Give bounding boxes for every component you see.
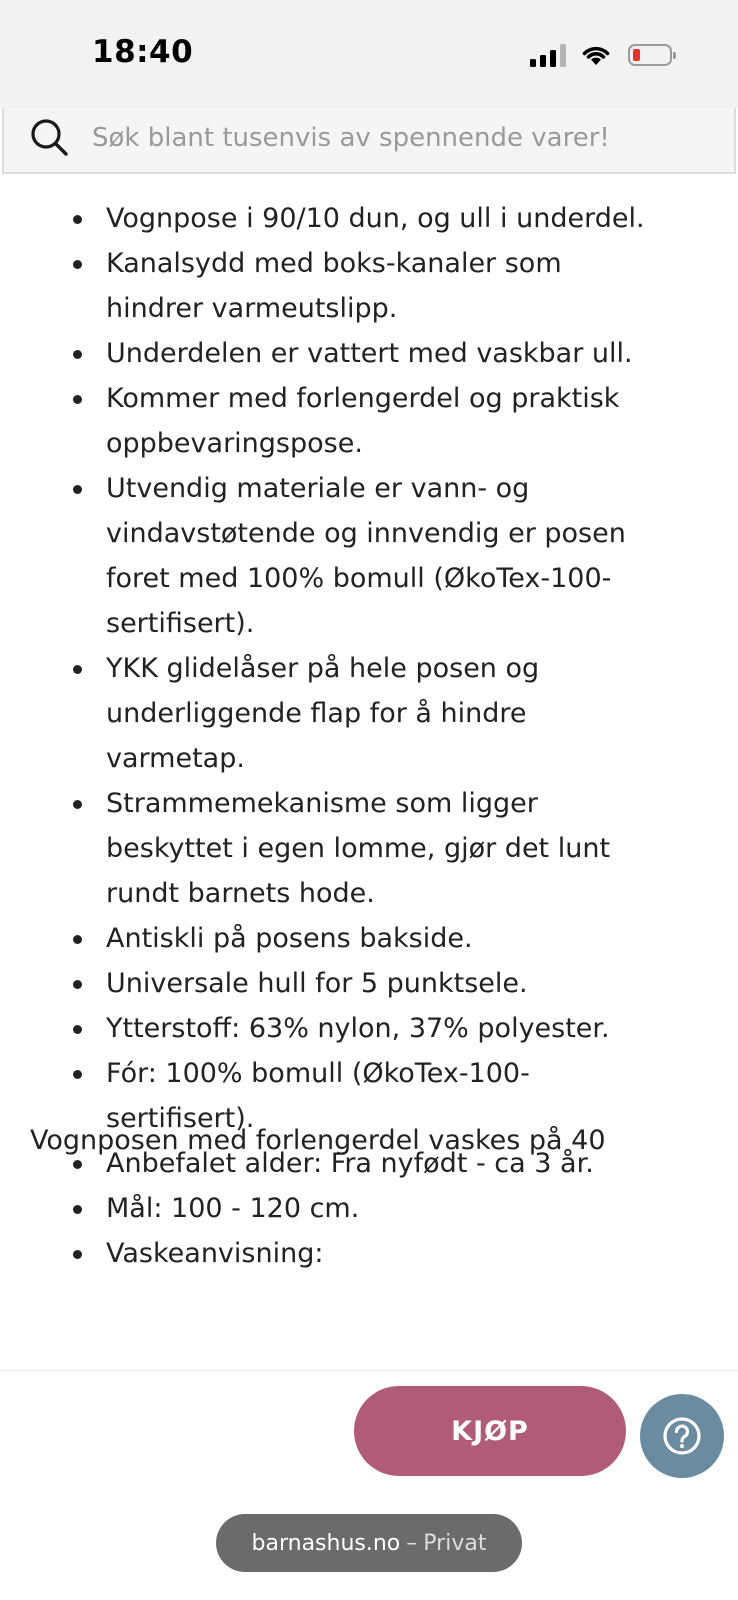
private-mode-label: Privat xyxy=(423,1530,487,1556)
feature-line: rundt barnets hode. xyxy=(106,878,375,909)
url-separator: – xyxy=(406,1530,418,1556)
feature-line: Utvendig materiale er vann- og xyxy=(106,473,530,504)
search-icon[interactable] xyxy=(28,116,72,160)
feature-list-item xyxy=(70,196,718,241)
product-details xyxy=(0,196,738,1276)
feature-line: Antiskli på posens bakside. xyxy=(106,923,473,954)
status-time: 18:40 xyxy=(92,34,194,70)
feature-line: Kommer med forlengerdel og praktisk xyxy=(106,383,620,414)
feature-list-item xyxy=(70,466,718,646)
browser-url-pill[interactable] xyxy=(216,1514,522,1572)
feature-line: varmetap. xyxy=(106,743,245,774)
feature-line: Kanalsydd med boks-kanaler som xyxy=(106,248,562,279)
feature-list-item xyxy=(70,331,718,376)
feature-list-item xyxy=(70,1006,718,1051)
feature-line: beskyttet i egen lomme, gjør det lunt xyxy=(106,833,611,864)
feature-line: Universale hull for 5 punktsele. xyxy=(106,968,528,999)
feature-line: Vaskeanvisning: xyxy=(106,1238,324,1269)
feature-list-item xyxy=(70,241,718,331)
buy-button[interactable]: KJØP xyxy=(354,1386,626,1476)
feature-line: sertifisert). xyxy=(106,608,255,639)
feature-line: YKK glidelåser på hele posen og xyxy=(106,653,540,684)
feature-line: Mål: 100 - 120 cm. xyxy=(106,1193,360,1224)
search-input[interactable] xyxy=(92,116,712,160)
wifi-icon xyxy=(580,43,612,67)
url-domain: barnashus.no xyxy=(251,1530,401,1556)
feature-line: oppbevaringspose. xyxy=(106,428,363,459)
feature-line: Underdelen er vattert med vaskbar ull. xyxy=(106,338,633,369)
feature-list-item xyxy=(70,916,718,961)
status-bar xyxy=(0,0,738,108)
feature-line: Ytterstoff: 63% nylon, 37% polyester. xyxy=(106,1013,610,1044)
wash-instructions-text: Vognposen med forlengerdel vaskes på 40 xyxy=(30,1125,606,1156)
cellular-signal-icon xyxy=(530,43,566,67)
feature-list-item xyxy=(70,1186,718,1231)
feature-list-item xyxy=(70,961,718,1006)
feature-line: Vognpose i 90/10 dun, og ull i underdel. xyxy=(106,203,645,234)
search-bar xyxy=(2,108,736,174)
feature-line: hindrer varmeutslipp. xyxy=(106,293,398,324)
feature-line: Fór: 100% bomull (ØkoTex-100- xyxy=(106,1058,530,1089)
help-button[interactable] xyxy=(640,1394,724,1478)
feature-line: sertifisert). xyxy=(106,1103,255,1134)
feature-line: vindavstøtende og innvendig er posen xyxy=(106,518,626,549)
feature-line: underliggende flap for å hindre xyxy=(106,698,527,729)
feature-list-item xyxy=(70,646,718,781)
feature-line: Anbefalet alder: Fra nyfødt - ca 3 år. xyxy=(106,1148,594,1179)
battery-low-icon xyxy=(628,44,672,66)
feature-line: Strammemekanisme som ligger xyxy=(106,788,538,819)
feature-list-item xyxy=(70,376,718,466)
status-icons xyxy=(530,40,672,70)
feature-line: foret med 100% bomull (ØkoTex-100- xyxy=(106,563,612,594)
question-mark-icon xyxy=(660,1414,704,1458)
feature-list xyxy=(0,196,738,1276)
feature-list-item xyxy=(70,781,718,916)
feature-list-item xyxy=(70,1231,718,1276)
